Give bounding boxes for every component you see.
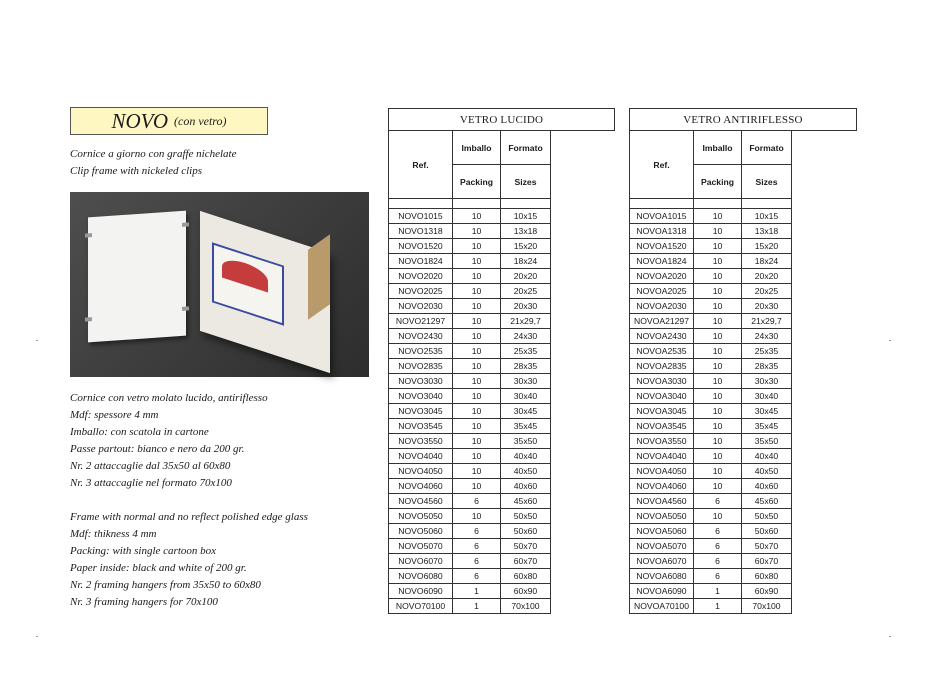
ref-cell: NOVOA3045 [630, 404, 694, 419]
packing-cell: 10 [694, 464, 742, 479]
size-cell: 10x15 [501, 209, 551, 224]
packing-cell: 10 [694, 434, 742, 449]
table-row [389, 344, 551, 359]
packing-cell: 10 [453, 479, 501, 494]
table-row [630, 509, 792, 524]
table-row [630, 254, 792, 269]
table-row [389, 314, 551, 329]
ref-cell: NOVOA2430 [630, 329, 694, 344]
size-cell: 21x29,7 [501, 314, 551, 329]
packing-cell: 10 [453, 329, 501, 344]
packing-cell: 10 [453, 374, 501, 389]
packing-cell: 10 [453, 284, 501, 299]
header-sizes: Sizes [501, 165, 551, 199]
brand-logo-icon [222, 256, 268, 293]
ref-cell: NOVOA4050 [630, 464, 694, 479]
spacer-cell [694, 199, 742, 209]
clip-icon [182, 222, 189, 226]
table-row [630, 479, 792, 494]
ref-cell: NOVOA3040 [630, 389, 694, 404]
ref-cell: NOVO4050 [389, 464, 453, 479]
size-cell: 50x60 [742, 524, 792, 539]
size-cell: 60x90 [501, 584, 551, 599]
size-cell: 20x20 [501, 269, 551, 284]
size-cell: 20x25 [501, 284, 551, 299]
packing-cell: 10 [694, 239, 742, 254]
table-row [389, 449, 551, 464]
packing-cell: 10 [453, 224, 501, 239]
table-row [389, 299, 551, 314]
size-cell: 15x20 [501, 239, 551, 254]
desc-line: Imballo: con scatola in cartone [70, 426, 209, 438]
size-cell: 60x90 [742, 584, 792, 599]
table-row [630, 389, 792, 404]
spacer-cell [501, 199, 551, 209]
packing-cell: 10 [453, 344, 501, 359]
packing-cell: 10 [694, 329, 742, 344]
table-row [630, 239, 792, 254]
size-cell: 35x45 [501, 419, 551, 434]
packing-cell: 10 [694, 479, 742, 494]
header-packing: Packing [694, 165, 742, 199]
ref-cell: NOVOA3545 [630, 419, 694, 434]
table-row [389, 509, 551, 524]
size-cell: 30x45 [742, 404, 792, 419]
packing-cell: 6 [694, 569, 742, 584]
size-cell: 45x60 [742, 494, 792, 509]
size-cell: 35x50 [742, 434, 792, 449]
size-cell: 20x20 [742, 269, 792, 284]
packing-cell: 6 [694, 524, 742, 539]
ref-cell: NOVOA4040 [630, 449, 694, 464]
size-cell: 15x20 [742, 239, 792, 254]
packing-cell: 10 [694, 314, 742, 329]
product-title: NOVO [111, 108, 168, 133]
ref-cell: NOVO2835 [389, 359, 453, 374]
ref-cell: NOVOA5070 [630, 539, 694, 554]
ref-cell: NOVO5050 [389, 509, 453, 524]
page-mark [889, 636, 891, 637]
ref-cell: NOVO3045 [389, 404, 453, 419]
header-imballo: Imballo [453, 131, 501, 165]
table-row [389, 539, 551, 554]
table-row [389, 584, 551, 599]
header-ref: Ref. [630, 131, 694, 199]
table-row [630, 224, 792, 239]
clip-frame-image [88, 211, 186, 343]
table-lucido [388, 130, 551, 614]
size-cell: 30x30 [501, 374, 551, 389]
ref-cell: NOVO2020 [389, 269, 453, 284]
packing-cell: 10 [694, 389, 742, 404]
size-cell: 30x40 [742, 389, 792, 404]
size-cell: 40x40 [501, 449, 551, 464]
ref-cell: NOVO4060 [389, 479, 453, 494]
packing-cell: 10 [694, 254, 742, 269]
table-row [389, 479, 551, 494]
product-photo [70, 192, 369, 377]
size-cell: 28x35 [742, 359, 792, 374]
ref-cell: NOVOA2025 [630, 284, 694, 299]
packing-cell: 10 [453, 209, 501, 224]
table-row [630, 569, 792, 584]
clip-icon [85, 233, 92, 237]
desc-line: Cornice con vetro molato lucido, antiriflesso [70, 392, 268, 404]
packing-cell: 10 [453, 314, 501, 329]
size-cell: 21x29,7 [742, 314, 792, 329]
size-cell: 60x80 [501, 569, 551, 584]
page-mark [36, 340, 38, 341]
clip-icon [182, 306, 189, 310]
ref-cell: NOVO3030 [389, 374, 453, 389]
desc-line: Packing: with single cartoon box [70, 545, 217, 557]
size-cell: 13x18 [742, 224, 792, 239]
packing-cell: 10 [453, 419, 501, 434]
ref-cell: NOVO2430 [389, 329, 453, 344]
size-cell: 20x30 [742, 299, 792, 314]
ref-cell: NOVOA5060 [630, 524, 694, 539]
intro-line-it: Cornice a giorno con graffe nichelate [70, 148, 237, 160]
table-row [389, 389, 551, 404]
packing-cell: 10 [453, 509, 501, 524]
ref-cell: NOVOA2835 [630, 359, 694, 374]
packing-cell: 1 [694, 584, 742, 599]
table-row [630, 359, 792, 374]
desc-line: Nr. 3 framing hangers for 70x100 [70, 596, 218, 608]
table-row [389, 329, 551, 344]
ref-cell: NOVO5060 [389, 524, 453, 539]
spacer-cell [742, 199, 792, 209]
size-cell: 60x80 [742, 569, 792, 584]
table-row [630, 599, 792, 614]
packing-cell: 10 [694, 509, 742, 524]
table-row [630, 329, 792, 344]
packing-cell: 6 [453, 539, 501, 554]
packing-cell: 10 [453, 359, 501, 374]
ref-cell: NOVO3545 [389, 419, 453, 434]
size-cell: 40x50 [742, 464, 792, 479]
ref-cell: NOVOA1824 [630, 254, 694, 269]
packing-cell: 10 [694, 404, 742, 419]
ref-cell: NOVO1520 [389, 239, 453, 254]
packing-cell: 10 [453, 239, 501, 254]
ref-cell: NOVOA2030 [630, 299, 694, 314]
packing-cell: 10 [694, 299, 742, 314]
size-cell: 18x24 [742, 254, 792, 269]
ref-cell: NOVOA21297 [630, 314, 694, 329]
table-anti-body [630, 131, 792, 614]
size-cell: 60x70 [501, 554, 551, 569]
size-cell: 50x50 [501, 509, 551, 524]
clip-icon [85, 317, 92, 321]
table-row [389, 569, 551, 584]
size-cell: 70x100 [742, 599, 792, 614]
header-packing: Packing [453, 165, 501, 199]
packing-cell: 6 [453, 524, 501, 539]
packing-cell: 6 [694, 494, 742, 509]
size-cell: 25x35 [742, 344, 792, 359]
packing-cell: 10 [694, 224, 742, 239]
table-row [389, 404, 551, 419]
desc-line: Paper inside: black and white of 200 gr. [70, 562, 247, 574]
size-cell: 50x70 [501, 539, 551, 554]
ref-cell: NOVOA1015 [630, 209, 694, 224]
desc-line: Mdf: thikness 4 mm [70, 528, 157, 540]
product-subtitle: (con vetro) [174, 113, 227, 128]
ref-cell: NOVOA70100 [630, 599, 694, 614]
table-row [389, 434, 551, 449]
table-row [630, 344, 792, 359]
table-row [389, 494, 551, 509]
packing-cell: 10 [694, 344, 742, 359]
ref-cell: NOVO6090 [389, 584, 453, 599]
table-row [630, 464, 792, 479]
table-lucido-title: VETRO LUCIDO [388, 108, 615, 131]
product-title-box [70, 107, 268, 135]
table-lucido-body [389, 131, 551, 614]
table-row [630, 374, 792, 389]
size-cell: 24x30 [501, 329, 551, 344]
packing-cell: 6 [453, 554, 501, 569]
table-row [389, 524, 551, 539]
ref-cell: NOVO3550 [389, 434, 453, 449]
packing-cell: 10 [453, 434, 501, 449]
packing-cell: 10 [694, 449, 742, 464]
packing-cell: 6 [694, 539, 742, 554]
desc-line: Nr. 2 framing hangers from 35x50 to 60x80 [70, 579, 261, 591]
table-row [389, 224, 551, 239]
ref-cell: NOVO6070 [389, 554, 453, 569]
table-row [630, 554, 792, 569]
table-row [630, 449, 792, 464]
table-row [389, 284, 551, 299]
spacer-cell [630, 199, 694, 209]
table-row [630, 404, 792, 419]
size-cell: 50x60 [501, 524, 551, 539]
packing-cell: 10 [694, 269, 742, 284]
size-cell: 28x35 [501, 359, 551, 374]
packing-cell: 10 [453, 269, 501, 284]
ref-cell: NOVO6080 [389, 569, 453, 584]
ref-cell: NOVOA6070 [630, 554, 694, 569]
table-row [389, 554, 551, 569]
packing-cell: 1 [694, 599, 742, 614]
ref-cell: NOVO1015 [389, 209, 453, 224]
size-cell: 35x45 [742, 419, 792, 434]
ref-cell: NOVOA6080 [630, 569, 694, 584]
desc-line: Frame with normal and no reflect polished edge glass [70, 511, 308, 523]
packing-cell: 10 [694, 209, 742, 224]
table-row [389, 374, 551, 389]
ref-cell: NOVO4560 [389, 494, 453, 509]
size-cell: 30x45 [501, 404, 551, 419]
size-cell: 40x40 [742, 449, 792, 464]
ref-cell: NOVOA2020 [630, 269, 694, 284]
desc-line: Passe partout: bianco e nero da 200 gr. [70, 443, 245, 455]
size-cell: 45x60 [501, 494, 551, 509]
ref-cell: NOVO4040 [389, 449, 453, 464]
table-row [630, 314, 792, 329]
packing-cell: 10 [453, 299, 501, 314]
ref-cell: NOVOA3550 [630, 434, 694, 449]
table-anti-title: VETRO ANTIRIFLESSO [629, 108, 857, 131]
ref-cell: NOVO5070 [389, 539, 453, 554]
packing-cell: 10 [694, 359, 742, 374]
table-row [630, 209, 792, 224]
table-row [389, 464, 551, 479]
size-cell: 60x70 [742, 554, 792, 569]
ref-cell: NOVOA1520 [630, 239, 694, 254]
ref-cell: NOVOA5050 [630, 509, 694, 524]
packing-cell: 6 [453, 569, 501, 584]
table-row [389, 599, 551, 614]
page-mark [889, 340, 891, 341]
table-row [630, 419, 792, 434]
ref-cell: NOVO2535 [389, 344, 453, 359]
size-cell: 25x35 [501, 344, 551, 359]
description-italian [70, 390, 370, 492]
size-cell: 30x30 [742, 374, 792, 389]
packing-cell: 10 [453, 254, 501, 269]
table-row [630, 299, 792, 314]
desc-line: Nr. 3 attaccaglie nel formato 70x100 [70, 477, 232, 489]
header-formato: Formato [501, 131, 551, 165]
ref-cell: NOVO21297 [389, 314, 453, 329]
size-cell: 18x24 [501, 254, 551, 269]
size-cell: 24x30 [742, 329, 792, 344]
size-cell: 40x60 [742, 479, 792, 494]
ref-cell: NOVOA4060 [630, 479, 694, 494]
ref-cell: NOVOA3030 [630, 374, 694, 389]
packing-cell: 6 [694, 554, 742, 569]
table-row [389, 209, 551, 224]
size-cell: 50x50 [742, 509, 792, 524]
spacer-cell [389, 199, 453, 209]
packing-cell: 10 [453, 404, 501, 419]
intro-text [70, 146, 370, 180]
ref-cell: NOVOA4560 [630, 494, 694, 509]
packing-cell: 10 [453, 464, 501, 479]
table-row [630, 269, 792, 284]
table-antiriflesso [629, 130, 792, 614]
packing-cell: 10 [453, 389, 501, 404]
ref-cell: NOVO2030 [389, 299, 453, 314]
packing-cell: 10 [694, 284, 742, 299]
spacer-cell [453, 199, 501, 209]
size-cell: 20x30 [501, 299, 551, 314]
table-row [630, 494, 792, 509]
header-ref: Ref. [389, 131, 453, 199]
header-imballo: Imballo [694, 131, 742, 165]
table-row [389, 269, 551, 284]
ref-cell: NOVO1318 [389, 224, 453, 239]
table-row [630, 539, 792, 554]
ref-cell: NOVO70100 [389, 599, 453, 614]
size-cell: 40x60 [501, 479, 551, 494]
size-cell: 13x18 [501, 224, 551, 239]
desc-line: Mdf: spessore 4 mm [70, 409, 159, 421]
description-english [70, 509, 370, 611]
desc-line: Nr. 2 attaccaglie dal 35x50 al 60x80 [70, 460, 231, 472]
size-cell: 70x100 [501, 599, 551, 614]
page-mark [36, 636, 38, 637]
table-row [389, 419, 551, 434]
packing-cell: 1 [453, 599, 501, 614]
size-cell: 40x50 [501, 464, 551, 479]
table-row [389, 254, 551, 269]
table-row [389, 239, 551, 254]
ref-cell: NOVO2025 [389, 284, 453, 299]
header-formato: Formato [742, 131, 792, 165]
size-cell: 20x25 [742, 284, 792, 299]
table-row [630, 434, 792, 449]
packing-cell: 1 [453, 584, 501, 599]
table-row [630, 284, 792, 299]
table-row [389, 359, 551, 374]
header-sizes: Sizes [742, 165, 792, 199]
packing-cell: 10 [694, 419, 742, 434]
size-cell: 35x50 [501, 434, 551, 449]
size-cell: 10x15 [742, 209, 792, 224]
table-row [630, 524, 792, 539]
table-row [630, 584, 792, 599]
ref-cell: NOVO1824 [389, 254, 453, 269]
packing-cell: 10 [694, 374, 742, 389]
packing-cell: 10 [453, 449, 501, 464]
ref-cell: NOVOA6090 [630, 584, 694, 599]
intro-line-en: Clip frame with nickeled clips [70, 165, 202, 177]
ref-cell: NOVOA1318 [630, 224, 694, 239]
packing-cell: 6 [453, 494, 501, 509]
ref-cell: NOVO3040 [389, 389, 453, 404]
ref-cell: NOVOA2535 [630, 344, 694, 359]
size-cell: 30x40 [501, 389, 551, 404]
size-cell: 50x70 [742, 539, 792, 554]
